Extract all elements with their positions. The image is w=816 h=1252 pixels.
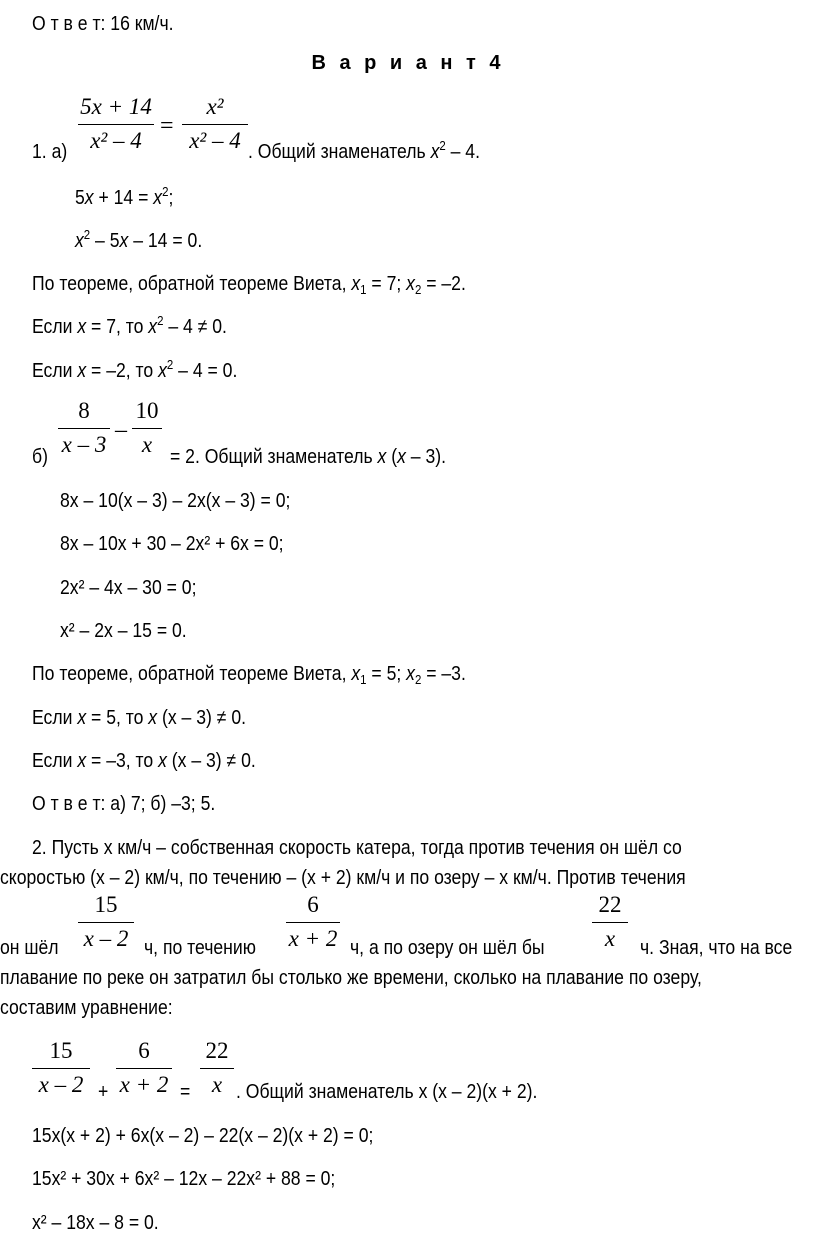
fraction-numerator: 22	[205, 1038, 229, 1063]
fraction-a-right	[182, 94, 248, 160]
equals-sign: =	[160, 113, 174, 139]
task1-a-check2: Если x = –2, то $x^2 - 4 = 0$.	[32, 357, 238, 382]
fraction-numerator: x²	[206, 94, 224, 119]
task1-b-step1: 8x – 10(x – 3) – 2x(x – 3) = 0;	[60, 490, 291, 512]
task1-b-label: б)	[32, 446, 48, 468]
eq-fraction-3	[200, 1038, 234, 1104]
task1-b-step4: x² – 2x – 15 = 0.	[60, 620, 187, 642]
eq-fraction-2	[116, 1038, 172, 1104]
fraction-denominator: x	[604, 926, 616, 951]
fraction-b-left	[58, 398, 110, 464]
task1-b-denominator-text: = 2. Общий знаменатель x (x – 3).	[170, 446, 446, 468]
fraction-denominator: x	[141, 432, 153, 457]
eq-fraction-1	[32, 1038, 90, 1104]
fraction-denominator: x + 2	[119, 1072, 169, 1097]
task1-b-vieta: По теореме, обратной теореме Виета, $x_1 = 5$; $x_2 = -3$.	[32, 663, 466, 687]
task1-a-check1: Если x = 7, то $x^2 - 4 \ne 0$.	[32, 313, 227, 338]
fraction-numerator: 5x + 14	[80, 94, 152, 119]
task2-step3: x² – 18x – 8 = 0.	[32, 1212, 159, 1234]
task2-line1: 2. Пусть x км/ч – собственная скорость катера, тогда против течения он шёл со	[32, 837, 682, 859]
fraction-denominator: x – 2	[83, 926, 129, 951]
task1-a-step2: $x^2 - 5x - 14 = 0$.	[75, 227, 203, 252]
fraction-denominator: x + 2	[288, 926, 338, 951]
task2-line5: составим уравнение:	[0, 997, 173, 1019]
task2-line3-a: он шёл	[0, 937, 59, 959]
task1-b-check2: Если x = –3, то x (x – 3) ≠ 0.	[32, 750, 256, 772]
fraction-denominator: x – 3	[61, 432, 107, 457]
fraction-numerator: 15	[94, 892, 118, 917]
task1-answer: О т в е т: а) 7; б) –3; 5.	[32, 793, 216, 815]
fraction-numerator: 10	[135, 398, 159, 423]
task2-line3-c: ч, а по озеру он шёл бы	[350, 937, 545, 959]
task1-b-step3: 2x² – 4x – 30 = 0;	[60, 577, 197, 599]
fraction-denominator: x – 2	[38, 1072, 84, 1097]
task1-a-vieta: По теореме, обратной теореме Виета, $x_1 = 7$; $x_2 = -2$.	[32, 273, 466, 297]
variant-title: В а р и а н т 4	[311, 52, 505, 74]
fraction-numerator: 8	[78, 398, 90, 423]
fraction-denominator: x² – 4	[90, 128, 142, 153]
eq-equals: =	[180, 1081, 191, 1103]
task1-b-step2: 8x – 10x + 30 – 2x² + 6x = 0;	[60, 533, 284, 555]
fraction-a-left	[78, 94, 154, 160]
task2-line3-b: ч, по течению	[144, 937, 256, 959]
fraction-numerator: 15	[49, 1038, 73, 1063]
fraction-downstream-time	[286, 892, 340, 958]
previous-answer: О т в е т: 16 км/ч.	[32, 13, 174, 35]
eq-plus: +	[98, 1081, 109, 1103]
fraction-b-right	[132, 398, 162, 464]
task2-line4: плавание по реке он затратил бы столько же времени, сколько на плавание по озеру,	[0, 967, 702, 989]
task1-a-step1: $5x + 14 = x^2$;	[75, 184, 174, 209]
fraction-numerator: 6	[307, 892, 319, 917]
fraction-numerator: 22	[598, 892, 622, 917]
task1-a-label: 1. а)	[32, 141, 68, 163]
task2-line3-d: ч. Зная, что на все	[640, 937, 793, 959]
fraction-lake-time	[592, 892, 628, 958]
fraction-upstream-time	[78, 892, 134, 958]
minus-sign: –	[115, 417, 127, 443]
task2-step1: 15x(x + 2) + 6x(x – 2) – 22(x – 2)(x + 2) = 0;	[32, 1125, 374, 1147]
task2-step2: 15x² + 30x + 6x² – 12x – 22x² + 88 = 0;	[32, 1168, 336, 1190]
task2-line2: скоростью (x – 2) км/ч, по течению – (x + 2) км/ч и по озеру – x км/ч. Против течения	[0, 867, 686, 889]
eq-denominator-text: . Общий знаменатель x (x – 2)(x + 2).	[236, 1081, 538, 1103]
fraction-denominator: x² – 4	[189, 128, 241, 153]
fraction-numerator: 6	[138, 1038, 150, 1063]
fraction-denominator: x	[211, 1072, 223, 1097]
task1-a-denominator-text: . Общий знаменатель $x^2 - 4$.	[248, 138, 480, 163]
task1-b-check1: Если x = 5, то x (x – 3) ≠ 0.	[32, 707, 247, 729]
